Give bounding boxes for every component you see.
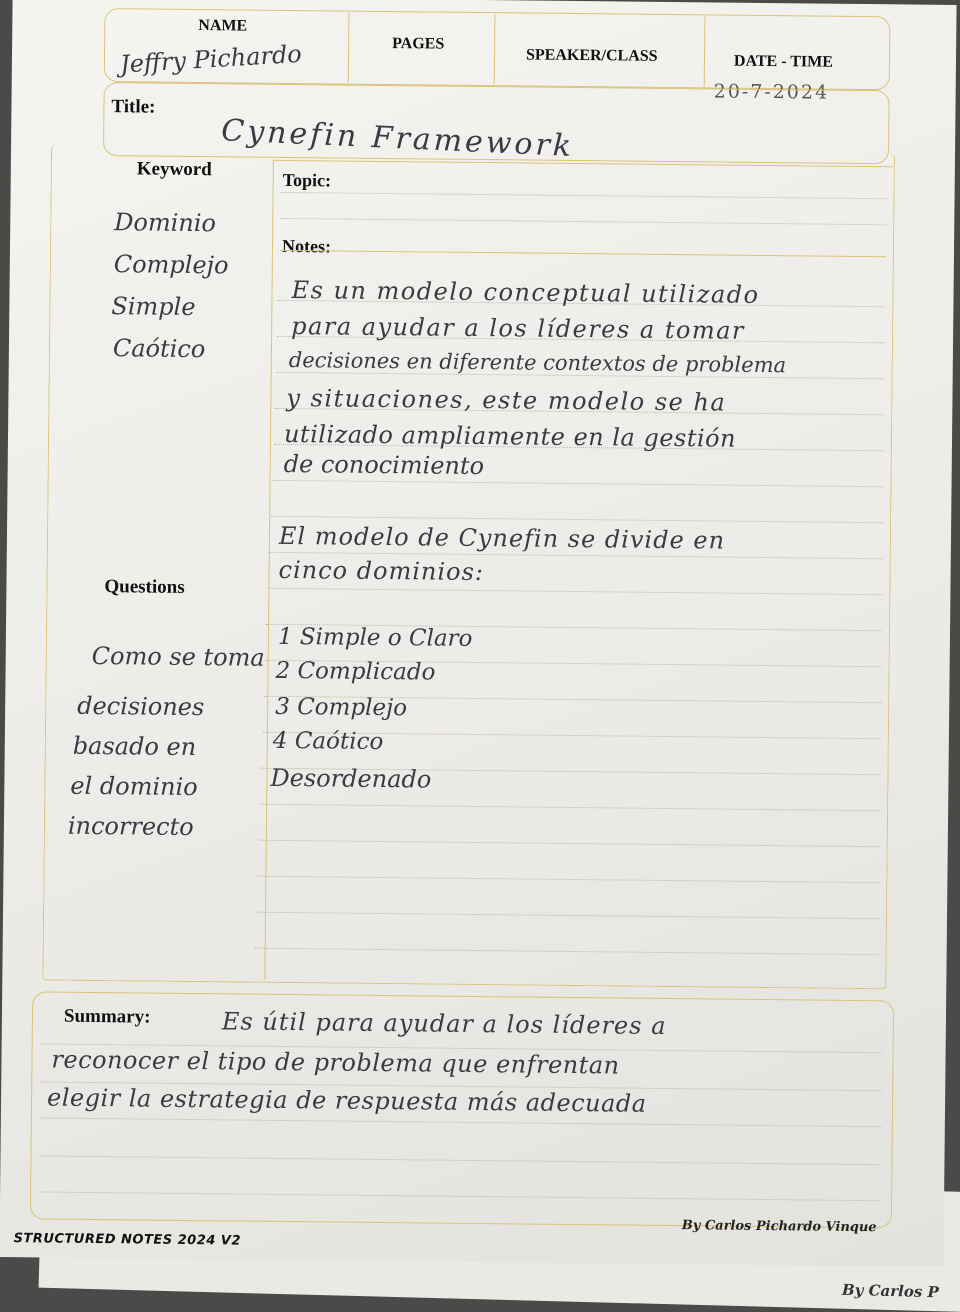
note-line: 4 Caótico xyxy=(272,727,384,756)
note-line: 1 Simple o Claro xyxy=(277,623,473,652)
note-line: utilizado ampliamente en la gestión xyxy=(283,419,737,453)
summary-label: Summary: xyxy=(63,1005,151,1028)
speaker-class-label: SPEAKER/CLASS xyxy=(525,46,658,65)
title-value: Cynefin Framework xyxy=(220,113,575,165)
note-line: 2 Complicado xyxy=(275,657,436,686)
footer-brand: STRUCTURED NOTES 2024 V2 xyxy=(13,1231,242,1249)
date-time-label: DATE - TIME xyxy=(733,52,834,71)
keyword-label: Keyword xyxy=(136,158,212,181)
name-label: NAME xyxy=(198,17,248,35)
note-line: Es un modelo conceptual utilizado xyxy=(291,276,760,309)
summary-line: Es útil para ayudar a los líderes a xyxy=(221,1007,667,1040)
summary-line: reconocer el tipo de problema que enfrentan xyxy=(51,1045,620,1080)
notes-label: Notes: xyxy=(281,235,332,257)
keyword-item: Caótico xyxy=(112,334,206,364)
note-line: 3 Complejo xyxy=(275,693,408,722)
underlying-sheet-text: By Carlos P xyxy=(841,1280,940,1302)
note-line: decisiones en diferente contextos de problema xyxy=(288,348,787,378)
footer-author: By Carlos Pichardo Vinque xyxy=(681,1218,877,1236)
note-line: para ayudar a los líderes a tomar xyxy=(291,312,746,345)
questions-label: Questions xyxy=(104,576,185,598)
question-line: Como se toma xyxy=(91,641,265,672)
topic-label: Topic: xyxy=(282,169,332,191)
note-line: El modelo de Cynefin se divide en xyxy=(278,521,726,555)
keyword-item: Simple xyxy=(111,292,196,322)
note-line: Desordenado xyxy=(270,763,432,794)
note-line: cinco dominios: xyxy=(278,555,485,587)
question-line: incorrecto xyxy=(67,811,194,842)
pages-label: PAGES xyxy=(392,35,445,53)
question-line: basado en xyxy=(72,731,197,762)
keyword-item: Complejo xyxy=(113,250,229,280)
question-line: el dominio xyxy=(70,771,198,802)
note-line: y situaciones, este modelo se ha xyxy=(286,383,727,417)
question-line: decisiones xyxy=(77,691,205,722)
summary-line: elegir la estrategia de respuesta más adecuada xyxy=(46,1083,647,1118)
keyword-item: Dominio xyxy=(114,208,217,238)
note-line: de conocimiento xyxy=(283,449,485,481)
date-value: 20-7-2024 xyxy=(713,80,830,104)
title-label: Title: xyxy=(111,96,156,118)
name-value: Jeffry Pichardo xyxy=(119,39,303,79)
